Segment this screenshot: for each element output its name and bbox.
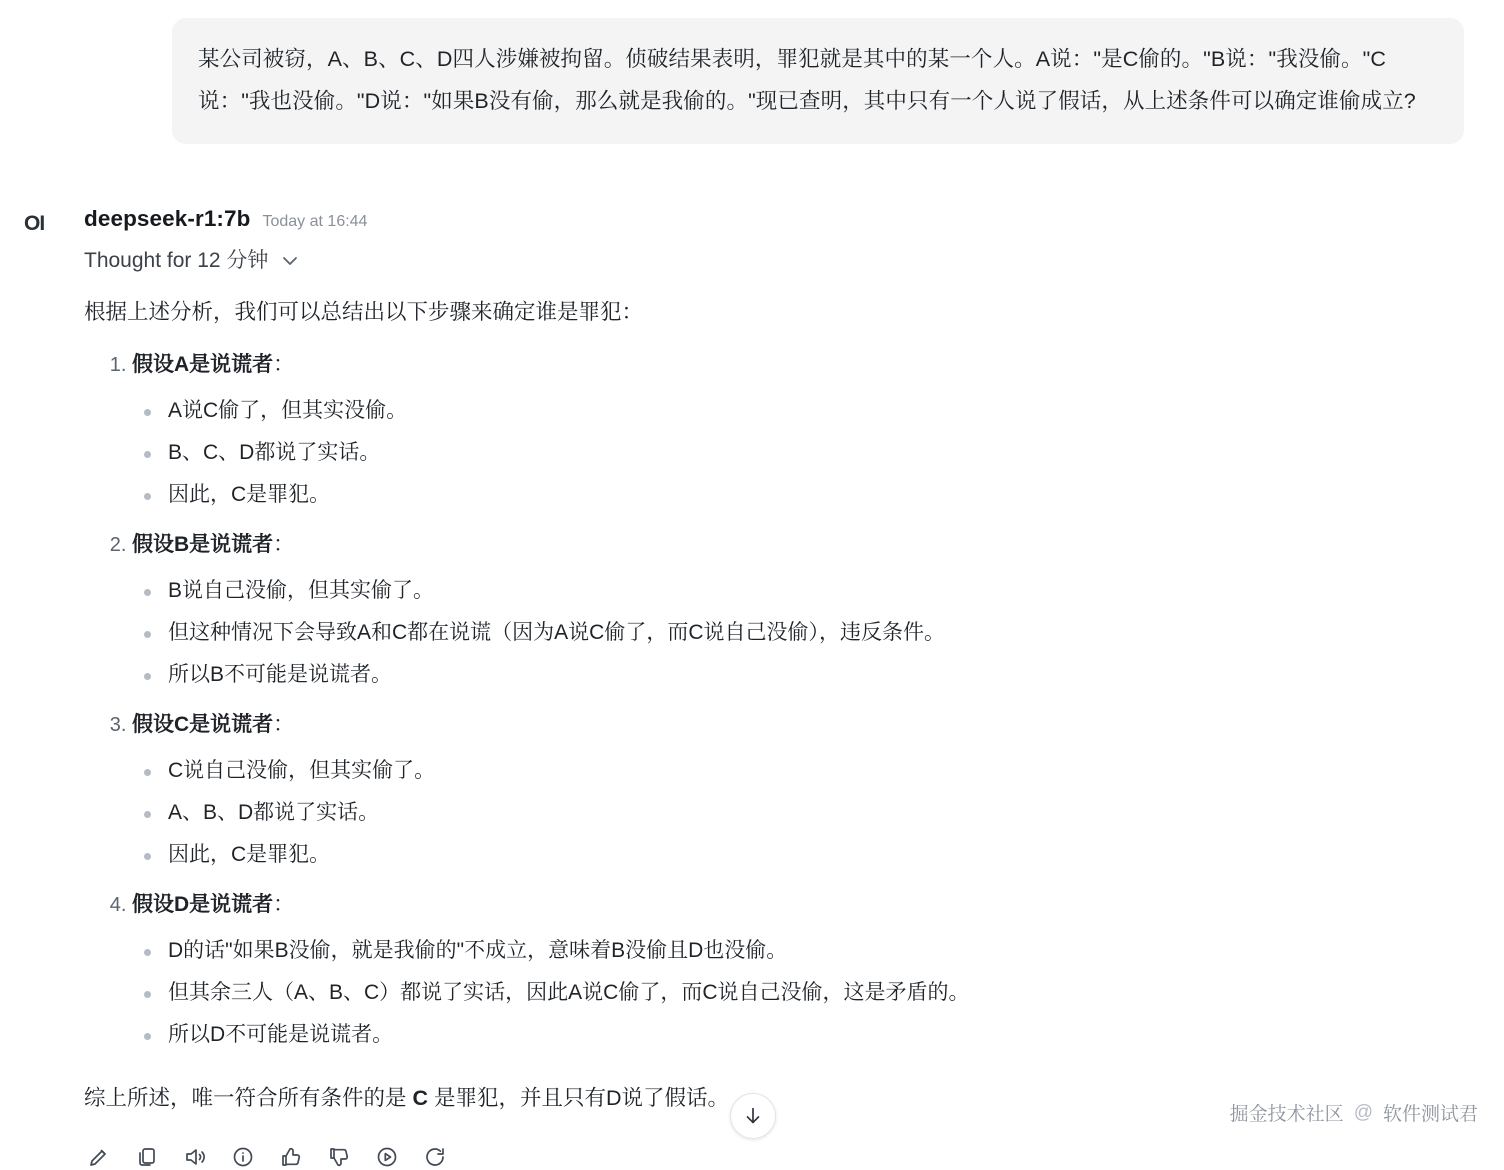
regenerate-icon[interactable] [422, 1144, 448, 1170]
message-action-toolbar [84, 1144, 1464, 1170]
sub-list [132, 390, 1464, 516]
arrow-down-icon [742, 1105, 764, 1127]
conclusion-prefix: 综上所述，唯一符合所有条件的是 [84, 1086, 413, 1110]
user-message-bubble: 某公司被窃，A、B、C、D四人涉嫌被拘留。侦破结果表明，罪犯就是其中的某一个人。A说："是C偷的。"B说："我没偷。"C说："我也没偷。"D说："如果B没有偷，那么就是我偷的。"现已查明，其中只有一个人说了假话，从上述条件可以确定谁偷成立? [172, 18, 1464, 144]
avatar: OI [24, 212, 45, 235]
continue-icon[interactable] [374, 1144, 400, 1170]
copy-icon[interactable] [134, 1144, 160, 1170]
watermark-site: 掘金技术社区 [1229, 1104, 1344, 1125]
list-item: D的话"如果B没偷，就是我偷的"不成立，意味着B没偷且D也没偷。 [168, 930, 1464, 972]
list-item: 所以B不可能是说谎者。 [168, 654, 1464, 696]
list-item: 但其余三人（A、B、C）都说了实话，因此A说C偷了，而C说自己没偷，这是矛盾的。 [168, 972, 1464, 1014]
list-item [132, 346, 1464, 516]
assistant-message-row [0, 144, 1504, 1170]
list-item: 所以D不可能是说谎者。 [168, 1014, 1464, 1056]
step-colon: ： [273, 713, 295, 736]
step-title: 假设D是说谎者 [132, 893, 274, 916]
thought-label: Thought for 12 分钟 [84, 249, 269, 272]
list-item: B说自己没偷，但其实偷了。 [168, 570, 1464, 612]
list-item: A说C偷了，但其实没偷。 [168, 390, 1464, 432]
scroll-to-bottom-button[interactable] [730, 1093, 776, 1139]
step-colon: ： [273, 893, 295, 916]
steps-list [84, 346, 1464, 1056]
step-title: 假设B是说谎者 [132, 533, 274, 556]
list-item: 但这种情况下会导致A和C都在说谎（因为A说C偷了，而C说自己没偷），违反条件。 [168, 612, 1464, 654]
list-item: 因此，C是罪犯。 [168, 474, 1464, 516]
list-item [132, 706, 1464, 876]
answer-intro: 根据上述分析，我们可以总结出以下步骤来确定谁是罪犯： [84, 300, 644, 324]
list-item: B、C、D都说了实话。 [168, 432, 1464, 474]
step-title: 假设C是说谎者 [132, 713, 274, 736]
sub-list [132, 930, 1464, 1056]
edit-icon[interactable] [86, 1144, 112, 1170]
assistant-meta [84, 206, 1464, 232]
thought-toggle[interactable] [84, 244, 300, 274]
sub-list [132, 570, 1464, 696]
list-item: C说自己没偷，但其实偷了。 [168, 750, 1464, 792]
conclusion-highlight: C [412, 1086, 429, 1110]
watermark-author: 软件测试君 [1382, 1104, 1478, 1125]
watermark [1230, 1099, 1478, 1126]
step-colon: ： [273, 353, 295, 376]
list-item: A、B、D都说了实话。 [168, 792, 1464, 834]
info-icon[interactable] [230, 1144, 256, 1170]
chevron-down-icon [280, 251, 300, 271]
thumbs-down-icon[interactable] [326, 1144, 352, 1170]
model-name: deepseek-r1:7b [84, 206, 251, 231]
watermark-separator: @ [1353, 1101, 1373, 1123]
assistant-body [62, 206, 1464, 1170]
message-timestamp: Today at 16:44 [262, 213, 368, 230]
sub-list [132, 750, 1464, 876]
list-item [132, 526, 1464, 696]
list-item: 因此，C是罪犯。 [168, 834, 1464, 876]
user-message-row [0, 0, 1504, 144]
conclusion-suffix: 是罪犯，并且只有D说了假话。 [428, 1086, 730, 1110]
step-colon: ： [273, 533, 295, 556]
speaker-icon[interactable] [182, 1144, 208, 1170]
thumbs-up-icon[interactable] [278, 1144, 304, 1170]
list-item [132, 886, 1464, 1056]
step-title: 假设A是说谎者 [132, 353, 274, 376]
